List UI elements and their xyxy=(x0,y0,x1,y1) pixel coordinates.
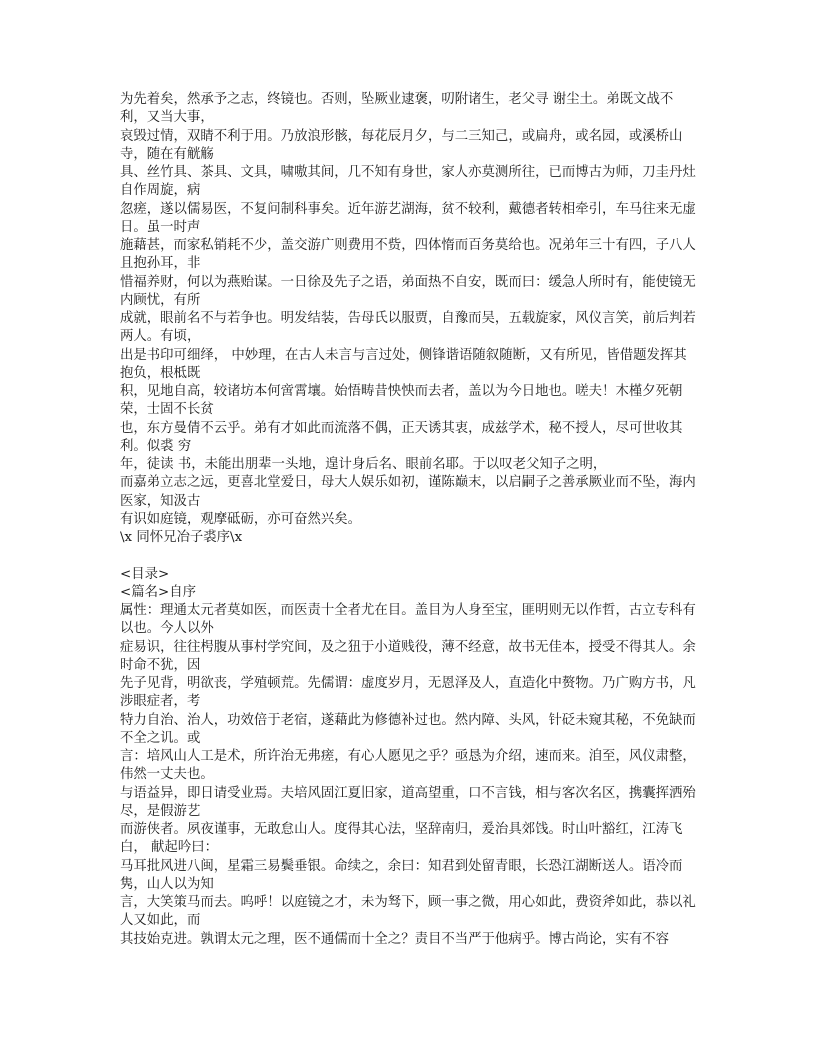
text-line: 为先着矣，然承予之志，终镜也。否则，坠厥业逮褒，叨附诸生，老父寻 谢尘土。弟既文战不利，又当大事， xyxy=(120,92,674,126)
spacer xyxy=(120,547,700,565)
text-line: 属性：理通太元者莫如医，而医责十全者尤在目。盖目为人身至宝，匪明则无以作哲，古立专科有以也。今人以外 xyxy=(120,603,696,637)
text-line: 出是书印可细绎， 中妙理，在古人未言与言过处，侧锋谐语随叙随断，又有所见，皆借题发挥其抱负，根柢既 xyxy=(120,347,687,381)
text-line: 忽瘥，遂以儒易医，不复问制科事矣。近年游艺湖海，贫不较利，戴德者转相牵引，车马往来无虚日。虽一时声 xyxy=(120,201,696,235)
text-line: 马耳批风进八闽，星霜三易鬓垂银。命续之，余曰：知君到处留青眼，长恐江湖断送人。语冷而隽，山人以为知 xyxy=(120,858,683,892)
signature-line: \x 同怀兄冶子裘序\x xyxy=(120,530,243,545)
text-line: 年，徒读 书，未能出朋辈一头地，遑计身后名、眼前名耶。于以叹老父知子之明， xyxy=(120,457,607,472)
text-line: 与语益异，即日请受业焉。夫培风固江夏旧家，道高望重，口不言钱，相与客次名区，携囊挥洒殆尽，是假游艺 xyxy=(120,785,696,819)
text-line: 哀毁过情，双睛不利于用。乃放浪形骸，每花辰月夕，与二三知己，或扁舟，或名园，或溪桥山寺，随在有觥觞 xyxy=(120,128,683,162)
text-line: 言：培风山人工是术，所许治无弗瘥，有心人愿见之乎？亟恳为介绍，速而来。洎至，风仪肃整，伟然一丈夫也。 xyxy=(120,749,696,783)
text-line: 成就，眼前名不与若争也。明发结装，告母氏以服贾，自豫而吴，五载旋家，风仪言笑，前后判若两人。有顷， xyxy=(120,311,696,345)
chapter-title: <篇名>自序 xyxy=(120,584,197,600)
text-line: 而游侠者。夙夜谨事，无敢怠山人。度得其心法，坚辞南归，爰治具郊饯。时山叶豁红，江涛飞白， 献起吟曰： xyxy=(120,822,683,856)
text-line: 特力自治、治人，功效倍于老宿，遂藉此为修德补过也。然内障、头风，针砭未窥其秘，不免缺而不全之讥。或 xyxy=(120,712,696,746)
text-line: 先子见背，明欲丧，学殖顿荒。先儒谓：虚度岁月，无恩泽及人，直造化中赘物。乃广购方书，凡涉眼症者，考 xyxy=(120,676,696,710)
text-line: 言，大笑策马而去。呜呼！以庭镜之才，未为驽下，顾一事之微，用心如此，费资斧如此，恭以礼人又如此，而 xyxy=(120,895,696,929)
text-line: 症易识，往往枵腹从事村学究间，及之狃于小道贱役，薄不经意，故书无佳本，授受不得其人。余时命不犹，因 xyxy=(120,639,696,673)
document-page xyxy=(120,91,700,949)
section-text xyxy=(120,566,700,949)
text-line: 施藉甚，而家私销耗不少，盖交游广则费用不赀，四体惰而百务莫给也。况弟年三十有四，子八人且抱孙耳，非 xyxy=(120,238,696,272)
catalog-heading: <目录> xyxy=(120,566,170,582)
text-line: 其技始克进。孰谓太元之理，医不通儒而十全之？责目不当严于他病乎。博古尚论，实有不容 xyxy=(120,931,670,947)
text-line: 惜福养财，何以为燕贻谋。一日徐及先子之语，弟面热不自安，既而曰：缓急人所时有，能使镜无内顾忧，有所 xyxy=(120,274,696,308)
text-line: 积，见地自高，较诸坊本何啻霄壤。始悟畴昔怏怏而去者，盖以为今日地也。嗟夫！木槿夕死朝荣，士固不长贫 xyxy=(120,384,683,418)
text-line: 具、丝竹具、茶具、文具，啸嗷其间，几不知有身世，家人亦莫测所往，已而博古为师，刀圭丹灶自作周旋，病 xyxy=(120,165,696,199)
text-line: 也，东方曼倩不云乎。弟有才如此而流落不偶，正天诱其衷，成兹学术，秘不授人，尽可世收其利。似裘 穷 xyxy=(120,420,683,454)
text-line: 而嘉弟立志之远，更喜北堂爱日，母大人娱乐如初，谨陈巅末，以启嗣子之善承厥业而不坠，海内医家，知汲古 xyxy=(120,475,696,509)
preface-text xyxy=(120,91,700,547)
text-line: 有识如庭镜，观摩砥砺，亦可奋然兴矣。 xyxy=(120,511,362,527)
